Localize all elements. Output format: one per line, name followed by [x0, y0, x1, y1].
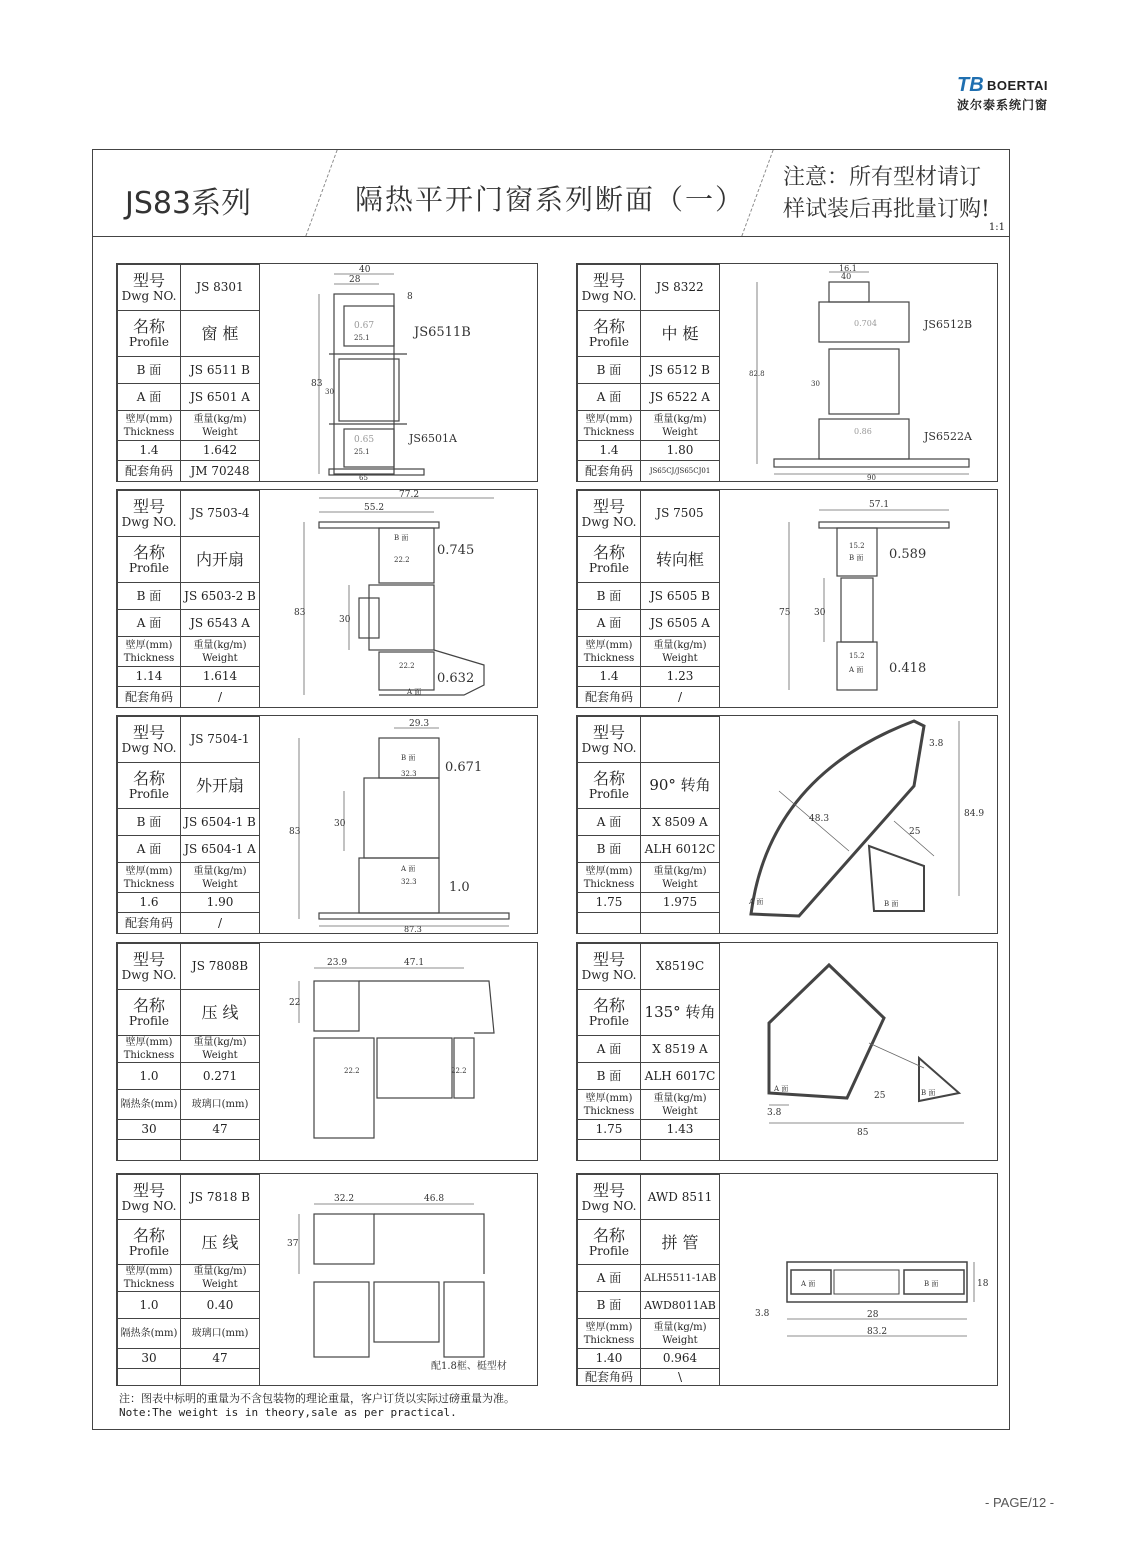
- svg-text:83: 83: [294, 608, 306, 618]
- page-number: - PAGE/12 -: [985, 1495, 1055, 1510]
- svg-text:30: 30: [339, 615, 351, 625]
- value-b-face: JS 6503-2 B: [181, 583, 260, 610]
- svg-text:29.3: 29.3: [409, 719, 430, 729]
- brand-logo: [957, 74, 1067, 112]
- profile-drawing: [259, 264, 537, 481]
- label-weight: 重量(kg/m) Weight: [181, 1265, 260, 1292]
- svg-text:85: 85: [857, 1128, 869, 1138]
- value-weight: 1.614: [181, 667, 260, 687]
- svg-text:55.2: 55.2: [364, 503, 385, 513]
- svg-text:1.0: 1.0: [449, 880, 470, 895]
- svg-text:3.8: 3.8: [767, 1108, 782, 1118]
- label-model: 型号 Dwg NO.: [118, 944, 181, 990]
- label-b-face: B 面: [578, 836, 641, 863]
- spec-table: [117, 264, 260, 482]
- label-model: 型号 Dwg NO.: [118, 1175, 181, 1220]
- value-b-face: JS 6505 B: [641, 583, 720, 610]
- label-glass: 玻璃口(mm): [181, 1090, 260, 1120]
- value-profile: 135° 转角: [641, 990, 720, 1036]
- label-b-face: B 面: [578, 583, 641, 610]
- label-profile: 名称 Profile: [118, 311, 181, 357]
- value-b-face: AWD8011AB: [641, 1292, 720, 1319]
- profile-drawing: [719, 1174, 997, 1385]
- svg-text:87.3: 87.3: [404, 925, 422, 933]
- label-glass: 玻璃口(mm): [181, 1319, 260, 1349]
- value-thickness: 1.40: [578, 1349, 641, 1369]
- label-b-face: B 面: [578, 1292, 641, 1319]
- label-corner: 配套角码: [578, 687, 641, 708]
- svg-text:28: 28: [867, 1310, 879, 1320]
- value-profile: 中 梃: [641, 311, 720, 357]
- svg-text:57.1: 57.1: [869, 500, 890, 510]
- profile-card-90-corner: [576, 715, 998, 934]
- svg-text:84.9: 84.9: [964, 809, 985, 819]
- spec-table: [577, 264, 720, 482]
- svg-text:16.1: 16.1: [839, 264, 857, 273]
- label-weight: 重量(kg/m) Weight: [181, 863, 260, 893]
- label-a-face: A 面: [118, 836, 181, 863]
- order-note-line1: 注意：所有型材请订: [783, 165, 982, 190]
- label-a-face: A 面: [118, 384, 181, 411]
- svg-text:25: 25: [874, 1091, 886, 1101]
- label-thickness: 壁厚(mm) Thickness: [118, 1265, 181, 1292]
- profile-drawing: [259, 490, 537, 707]
- svg-text:30: 30: [811, 380, 820, 388]
- brand-cn-name: 波尔泰系统门窗: [957, 98, 1049, 112]
- value-thickness: 1.4: [578, 667, 641, 687]
- label-profile: 名称 Profile: [578, 537, 641, 583]
- value-weight: 1.975: [641, 893, 720, 913]
- svg-text:22.2: 22.2: [451, 1067, 467, 1075]
- svg-text:0.418: 0.418: [889, 661, 927, 676]
- svg-text:32.2: 32.2: [334, 1194, 355, 1204]
- profile-drawing: [259, 943, 537, 1160]
- value-glass: 47: [181, 1349, 260, 1369]
- svg-text:25.1: 25.1: [354, 334, 370, 342]
- value-model: X8519C: [641, 944, 720, 990]
- label-b-face: B 面: [118, 357, 181, 384]
- value-corner: JM 70248: [181, 461, 260, 482]
- label-weight: 重量(kg/m) Weight: [641, 863, 720, 893]
- svg-text:40: 40: [841, 272, 852, 281]
- label-weight: 重量(kg/m) Weight: [641, 1090, 720, 1120]
- value-profile: 窗 框: [181, 311, 260, 357]
- value-glass: 47: [181, 1120, 260, 1140]
- value-thickness: 1.6: [118, 893, 181, 913]
- svg-text:JS6501A: JS6501A: [409, 432, 457, 445]
- value-weight: 1.642: [181, 441, 260, 461]
- svg-text:3.8: 3.8: [929, 739, 944, 749]
- profile-card-js8322: [576, 263, 998, 482]
- label-a-face: A 面: [578, 610, 641, 637]
- svg-text:0.65: 0.65: [354, 435, 375, 445]
- svg-text:B 面: B 面: [849, 554, 864, 562]
- value-weight: 1.23: [641, 667, 720, 687]
- svg-text:30: 30: [325, 388, 334, 396]
- value-model: JS 7505: [641, 491, 720, 537]
- svg-text:JS6522A: JS6522A: [924, 430, 972, 443]
- label-b-face: B 面: [578, 357, 641, 384]
- value-weight: 0.964: [641, 1349, 720, 1369]
- svg-text:32.3: 32.3: [401, 878, 417, 886]
- value-profile: 拼 管: [641, 1220, 720, 1265]
- spec-table: [117, 490, 260, 708]
- footer-note-cn: 注：图表中标明的重量为不含包装物的理论重量，客户订货以实际过磅重量为准。: [119, 1392, 515, 1405]
- svg-text:0.704: 0.704: [854, 319, 877, 328]
- value-strip: 30: [118, 1349, 181, 1369]
- label-model: 型号 Dwg NO.: [118, 717, 181, 763]
- label-weight: 重量(kg/m) Weight: [181, 637, 260, 667]
- svg-text:48.3: 48.3: [809, 814, 830, 824]
- svg-text:15.2: 15.2: [849, 542, 865, 550]
- svg-text:JS6512B: JS6512B: [924, 318, 973, 331]
- label-thickness: 壁厚(mm) Thickness: [578, 637, 641, 667]
- value-weight: 1.43: [641, 1120, 720, 1140]
- svg-text:22.2: 22.2: [399, 662, 415, 670]
- value-a-face: X 8519 A: [641, 1036, 720, 1063]
- label-a-face: A 面: [578, 1265, 641, 1292]
- label-thickness: 壁厚(mm) Thickness: [118, 1036, 181, 1063]
- svg-text:B 面: B 面: [924, 1280, 939, 1288]
- svg-text:0.632: 0.632: [437, 671, 475, 686]
- profile-drawing: [259, 1174, 537, 1385]
- value-b-face: ALH 6017C: [641, 1063, 720, 1090]
- svg-text:A 面: A 面: [849, 666, 864, 674]
- label-thickness: 壁厚(mm) Thickness: [118, 637, 181, 667]
- value-thickness: 1.4: [118, 441, 181, 461]
- profile-drawing: [259, 716, 537, 933]
- value-model: JS 8322: [641, 265, 720, 311]
- value-thickness: 1.4: [578, 441, 641, 461]
- label-model: 型号 Dwg NO.: [578, 717, 641, 763]
- value-model: JS 7808B: [181, 944, 260, 990]
- label-corner: 配套角码: [578, 1369, 641, 1386]
- label-a-face: A 面: [578, 384, 641, 411]
- svg-text:18: 18: [977, 1279, 989, 1289]
- svg-text:22.2: 22.2: [344, 1067, 360, 1075]
- label-model: 型号 Dwg NO.: [578, 1175, 641, 1220]
- label-a-face: A 面: [578, 809, 641, 836]
- svg-text:47.1: 47.1: [404, 958, 425, 968]
- svg-text:65: 65: [359, 474, 368, 481]
- svg-text:JS6511B: JS6511B: [414, 325, 471, 340]
- spec-table: [577, 943, 720, 1161]
- svg-text:A 面: A 面: [801, 1280, 816, 1288]
- value-corner: /: [181, 913, 260, 934]
- svg-text:B 面: B 面: [921, 1089, 936, 1097]
- value-a-face: JS 6522 A: [641, 384, 720, 411]
- svg-text:0.671: 0.671: [445, 760, 483, 775]
- profile-card-js7808b: [116, 942, 538, 1161]
- label-thickness: 壁厚(mm) Thickness: [578, 1319, 641, 1349]
- label-profile: 名称 Profile: [578, 311, 641, 357]
- value-profile: 内开扇: [181, 537, 260, 583]
- label-corner: 配套角码: [118, 913, 181, 934]
- value-b-face: JS 6504-1 B: [181, 809, 260, 836]
- value-b-face: ALH 6012C: [641, 836, 720, 863]
- profile-card-awd8511: [576, 1173, 998, 1386]
- footer-note: [119, 1392, 515, 1420]
- value-model: AWD 8511: [641, 1175, 720, 1220]
- value-corner: /: [181, 687, 260, 708]
- value-thickness: 1.0: [118, 1063, 181, 1090]
- value-profile: 90° 转角: [641, 763, 720, 809]
- label-a-face: A 面: [578, 1036, 641, 1063]
- value-b-face: JS 6511 B: [181, 357, 260, 384]
- label-weight: 重量(kg/m) Weight: [181, 411, 260, 441]
- value-weight: 0.40: [181, 1292, 260, 1319]
- profile-card-js7505: [576, 489, 998, 708]
- svg-text:30: 30: [334, 819, 346, 829]
- label-model: 型号 Dwg NO.: [578, 944, 641, 990]
- label-model: 型号 Dwg NO.: [118, 491, 181, 537]
- value-a-face: JS 6501 A: [181, 384, 260, 411]
- svg-text:22: 22: [289, 998, 301, 1008]
- profile-card-js8301: [116, 263, 538, 482]
- svg-text:配1.8框、梃型材: 配1.8框、梃型材: [431, 1361, 507, 1372]
- label-thickness: 壁厚(mm) Thickness: [578, 863, 641, 893]
- svg-text:83: 83: [289, 827, 301, 837]
- value-a-face: JS 6504-1 A: [181, 836, 260, 863]
- value-weight: 0.271: [181, 1063, 260, 1090]
- spec-table: [117, 716, 260, 934]
- label-profile: 名称 Profile: [118, 763, 181, 809]
- label-model: 型号 Dwg NO.: [578, 491, 641, 537]
- svg-text:0.67: 0.67: [354, 321, 375, 331]
- label-b-face: B 面: [118, 583, 181, 610]
- label-thickness: 壁厚(mm) Thickness: [578, 1090, 641, 1120]
- svg-text:30: 30: [814, 608, 826, 618]
- spec-table: [577, 716, 720, 934]
- sheet-frame: [92, 149, 1010, 1430]
- value-corner: JS65CJ/JS65CJ01: [641, 461, 720, 482]
- label-corner: 配套角码: [578, 461, 641, 482]
- label-corner: 配套角码: [118, 687, 181, 708]
- scale-label: 1:1: [988, 222, 1005, 233]
- svg-text:22.2: 22.2: [394, 556, 410, 564]
- label-weight: 重量(kg/m) Weight: [641, 411, 720, 441]
- value-thickness: 1.14: [118, 667, 181, 687]
- value-thickness: 1.0: [118, 1292, 181, 1319]
- profile-card-js7818b: [116, 1173, 538, 1386]
- label-profile: 名称 Profile: [578, 1220, 641, 1265]
- label-profile: 名称 Profile: [578, 763, 641, 809]
- value-strip: 30: [118, 1120, 181, 1140]
- svg-text:32.3: 32.3: [401, 770, 417, 778]
- svg-text:0.745: 0.745: [437, 543, 475, 558]
- svg-text:28: 28: [349, 275, 361, 285]
- svg-text:90: 90: [867, 474, 876, 481]
- brand-name: BOERTAI: [987, 78, 1049, 93]
- label-thickness: 壁厚(mm) Thickness: [118, 411, 181, 441]
- label-b-face: B 面: [118, 809, 181, 836]
- value-weight: 1.90: [181, 893, 260, 913]
- svg-text:8: 8: [407, 292, 413, 302]
- label-weight: 重量(kg/m) Weight: [641, 1319, 720, 1349]
- svg-text:23.9: 23.9: [327, 958, 348, 968]
- value-model: [641, 717, 720, 763]
- value-profile: 压 线: [181, 990, 260, 1036]
- order-note: [783, 162, 990, 226]
- profile-drawing: [719, 264, 997, 481]
- sheet-header: [93, 150, 1009, 237]
- label-model: 型号 Dwg NO.: [118, 265, 181, 311]
- value-a-face: JS 6543 A: [181, 610, 260, 637]
- value-b-face: JS 6512 B: [641, 357, 720, 384]
- value-corner: \: [641, 1369, 720, 1386]
- value-a-face: JS 6505 A: [641, 610, 720, 637]
- svg-text:A 面: A 面: [401, 865, 416, 873]
- value-corner: /: [641, 687, 720, 708]
- page-title: 隔热平开门窗系列断面（一）: [355, 183, 746, 216]
- value-profile: 转向框: [641, 537, 720, 583]
- profile-card-x8519c: [576, 942, 998, 1161]
- series-title: JS83系列: [125, 186, 252, 221]
- svg-text:0.589: 0.589: [889, 547, 927, 562]
- spec-table: [117, 1174, 260, 1386]
- svg-text:3.8: 3.8: [755, 1309, 770, 1319]
- value-model: JS 8301: [181, 265, 260, 311]
- svg-text:A 面: A 面: [407, 688, 422, 696]
- label-strip: 隔热条(mm): [118, 1090, 181, 1120]
- svg-text:46.8: 46.8: [424, 1194, 445, 1204]
- value-model: JS 7503-4: [181, 491, 260, 537]
- profile-drawing: [719, 943, 997, 1160]
- value-profile: 外开扇: [181, 763, 260, 809]
- svg-text:25.1: 25.1: [354, 448, 370, 456]
- profile-card-js7503-4: [116, 489, 538, 708]
- profile-drawing: [719, 716, 997, 933]
- svg-text:75: 75: [779, 608, 791, 618]
- label-profile: 名称 Profile: [118, 1220, 181, 1265]
- svg-text:83: 83: [311, 379, 323, 389]
- value-a-face: X 8509 A: [641, 809, 720, 836]
- label-corner: 配套角码: [118, 461, 181, 482]
- svg-text:B 面: B 面: [884, 900, 899, 908]
- svg-text:15.2: 15.2: [849, 652, 865, 660]
- spec-table: [117, 943, 260, 1161]
- label-weight: 重量(kg/m) Weight: [181, 1036, 260, 1063]
- brand-mark: TB: [957, 74, 984, 96]
- label-thickness: 壁厚(mm) Thickness: [578, 411, 641, 441]
- order-note-line2: 样试装后再批量订购!: [783, 197, 990, 222]
- label-strip: 隔热条(mm): [118, 1319, 181, 1349]
- svg-text:A 面: A 面: [749, 898, 764, 906]
- label-b-face: B 面: [578, 1063, 641, 1090]
- label-profile: 名称 Profile: [118, 990, 181, 1036]
- svg-text:B 面: B 面: [401, 754, 416, 762]
- svg-text:77.2: 77.2: [399, 490, 420, 500]
- spec-table: [577, 490, 720, 708]
- svg-text:37: 37: [287, 1239, 299, 1249]
- value-a-face: ALH5511-1AB: [641, 1265, 720, 1292]
- svg-text:B 面: B 面: [394, 534, 409, 542]
- value-thickness: 1.75: [578, 893, 641, 913]
- footer-note-en: Note:The weight is in theory,sale as per practical.: [119, 1406, 457, 1419]
- label-thickness: 壁厚(mm) Thickness: [118, 863, 181, 893]
- value-weight: 1.80: [641, 441, 720, 461]
- value-profile: 压 线: [181, 1220, 260, 1265]
- spec-table: [577, 1174, 720, 1386]
- profile-card-js7504-1: [116, 715, 538, 934]
- svg-text:A 面: A 面: [774, 1085, 789, 1093]
- value-model: JS 7504-1: [181, 717, 260, 763]
- value-thickness: 1.75: [578, 1120, 641, 1140]
- svg-text:83.2: 83.2: [867, 1327, 888, 1337]
- label-a-face: A 面: [118, 610, 181, 637]
- profile-drawing: [719, 490, 997, 707]
- svg-text:0.86: 0.86: [854, 427, 872, 436]
- svg-text:25: 25: [909, 827, 921, 837]
- label-model: 型号 Dwg NO.: [578, 265, 641, 311]
- svg-text:40: 40: [359, 265, 371, 275]
- label-profile: 名称 Profile: [118, 537, 181, 583]
- svg-text:82.8: 82.8: [749, 370, 765, 378]
- value-model: JS 7818 B: [181, 1175, 260, 1220]
- label-profile: 名称 Profile: [578, 990, 641, 1036]
- label-weight: 重量(kg/m) Weight: [641, 637, 720, 667]
